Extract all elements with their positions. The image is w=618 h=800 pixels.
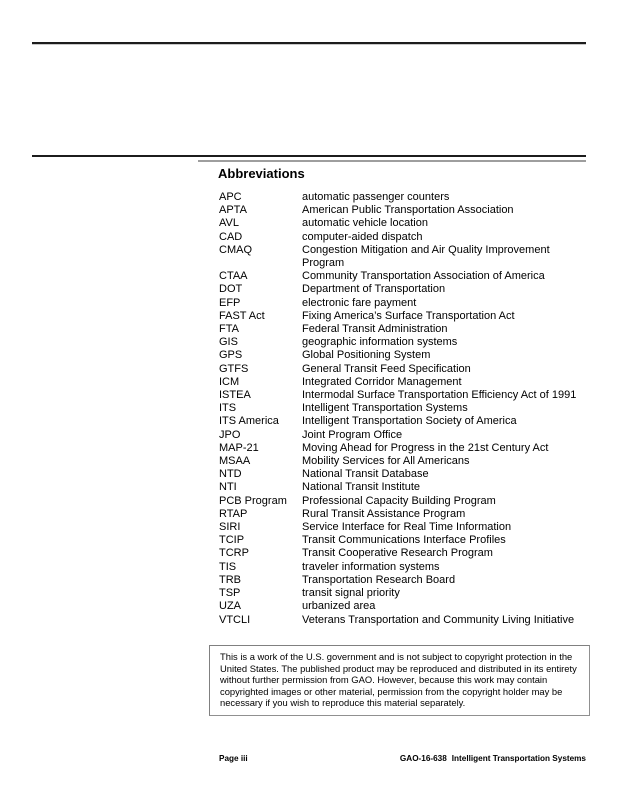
abbr-definition: Congestion Mitigation and Air Quality Improvement Program [302, 243, 550, 270]
abbr-row [219, 468, 589, 481]
abbr-term: PCB Program [219, 494, 287, 507]
abbr-row [219, 534, 589, 547]
abbr-definition: Global Positioning System [302, 349, 431, 362]
abbr-row [219, 376, 589, 389]
abbr-definition: Transportation Research Board [302, 573, 456, 586]
abbr-row [219, 561, 589, 574]
abbr-term: FTA [219, 323, 239, 336]
abbr-definition: computer-aided dispatch [302, 230, 423, 243]
abbr-definition: automatic vehicle location [302, 217, 428, 230]
section-rule-black [32, 155, 586, 157]
abbr-row [219, 429, 589, 442]
abbr-term: CMAQ [219, 243, 252, 256]
abbr-definition: traveler information systems [302, 560, 440, 573]
abbr-term: ITS America [219, 415, 279, 428]
abbr-definition: American Public Transportation Association [302, 204, 514, 217]
abbr-row [219, 402, 589, 415]
abbr-term: TSP [219, 587, 241, 600]
abbr-term: TCIP [219, 534, 245, 547]
abbr-row [219, 614, 589, 627]
abbr-term: GPS [219, 349, 243, 362]
abbr-term: MAP-21 [219, 441, 259, 454]
abbr-row [219, 587, 589, 600]
abbr-row [219, 349, 589, 362]
abbr-row [219, 231, 589, 244]
abbr-definition: General Transit Feed Specification [302, 362, 471, 375]
abbr-term: TRB [219, 573, 241, 586]
abbr-row [219, 574, 589, 587]
abbr-row [219, 191, 589, 204]
abbr-row [219, 270, 589, 283]
report-id: GAO-16-638 [399, 754, 447, 763]
abbr-row [219, 415, 589, 428]
abbr-definition: automatic passenger counters [302, 191, 450, 203]
abbr-term: ISTEA [219, 389, 251, 402]
abbr-term: TIS [219, 560, 237, 573]
abbr-term: NTI [219, 481, 237, 494]
abbr-definition: Professional Capacity Building Program [302, 494, 496, 507]
abbr-row [219, 547, 589, 560]
abbr-term: VTCLI [219, 613, 251, 626]
abbr-row [219, 481, 589, 494]
abbr-row [219, 389, 589, 402]
abbr-row [219, 600, 589, 613]
copyright-text: This is a work of the U.S. government and is not subject to copyright protection in the United States. The published product may be reproduced and distributed in its entirety without further permission from GAO. However, because this work may contain copyrighted images or other material, permission from the copyright holder may be necessary if you wish to reproduce this material separately. [220, 651, 577, 709]
abbr-definition: Transit Cooperative Research Program [302, 547, 493, 560]
abbr-definition: Veterans Transportation and Community Living Initiative [302, 613, 575, 626]
abbr-term: EFP [219, 296, 241, 309]
abbr-definition: transit signal priority [302, 587, 400, 600]
abbr-row [219, 442, 589, 455]
abbr-row [219, 508, 589, 521]
abbr-definition: electronic fare payment [302, 296, 417, 309]
abbr-term: GIS [219, 336, 238, 349]
abbr-row [219, 297, 589, 310]
abbr-term: UZA [219, 600, 241, 613]
abbr-definition: Service Interface for Real Time Information [302, 521, 512, 534]
abbr-term: APTA [219, 204, 247, 217]
abbr-row [219, 217, 589, 230]
abbr-row [219, 336, 589, 349]
abbr-definition: geographic information systems [302, 336, 458, 349]
abbr-definition: Intelligent Transportation Systems [302, 402, 468, 415]
abbr-definition: Intermodal Surface Transportation Efficiency Act of 1991 [302, 389, 577, 402]
abbr-term: MSAA [219, 455, 251, 468]
abbr-row [219, 310, 589, 323]
abbr-definition: National Transit Database [302, 468, 429, 481]
abbr-row [219, 455, 589, 468]
abbr-row [219, 244, 589, 270]
copyright-box [209, 645, 590, 716]
report-title: Intelligent Transportation Systems [451, 754, 586, 763]
abbr-term: NTD [219, 468, 242, 481]
abbr-definition: Department of Transportation [302, 283, 446, 296]
abbr-definition: Joint Program Office [302, 428, 403, 441]
abbr-definition: Community Transportation Association of America [302, 270, 545, 283]
abbr-definition: Intelligent Transportation Society of America [302, 415, 517, 428]
abbr-row [219, 323, 589, 336]
abbr-term: JPO [219, 428, 241, 441]
page-number: Page iii [219, 754, 248, 763]
abbr-term: SIRI [219, 521, 241, 534]
abbr-term: CAD [219, 230, 243, 243]
abbr-term: FAST Act [219, 309, 265, 322]
abbr-definition: Rural Transit Assistance Program [302, 507, 466, 520]
report-reference [400, 754, 586, 763]
abbr-definition: Federal Transit Administration [302, 323, 448, 336]
abbr-term: DOT [219, 283, 243, 296]
abbr-definition: Transit Communications Interface Profiles [302, 534, 506, 547]
abbr-definition: Integrated Corridor Management [302, 375, 462, 388]
abbr-row [219, 363, 589, 376]
abbr-row [219, 495, 589, 508]
abbr-term: APC [219, 191, 242, 203]
abbr-definition: Fixing America’s Surface Transportation Act [302, 309, 515, 322]
section-rule-gray [198, 160, 586, 162]
abbr-term: CTAA [219, 270, 248, 283]
abbr-definition: urbanized area [302, 600, 376, 613]
abbr-definition: Moving Ahead for Progress in the 21st Century Act [302, 441, 549, 454]
abbr-row [219, 204, 589, 217]
abbr-definition: Mobility Services for All Americans [302, 455, 470, 468]
header-rule [32, 42, 586, 44]
abbr-list [219, 191, 589, 627]
abbr-term: TCRP [219, 547, 249, 560]
abbr-row [219, 521, 589, 534]
abbr-row [219, 283, 589, 296]
abbr-term: GTFS [219, 362, 249, 375]
abbr-definition: National Transit Institute [302, 481, 421, 494]
abbr-term: AVL [219, 217, 239, 230]
abbr-term: ITS [219, 402, 237, 415]
abbr-term: ICM [219, 375, 240, 388]
section-heading: Abbreviations [218, 166, 305, 181]
abbr-term: RTAP [219, 507, 248, 520]
page-footer [219, 754, 586, 763]
